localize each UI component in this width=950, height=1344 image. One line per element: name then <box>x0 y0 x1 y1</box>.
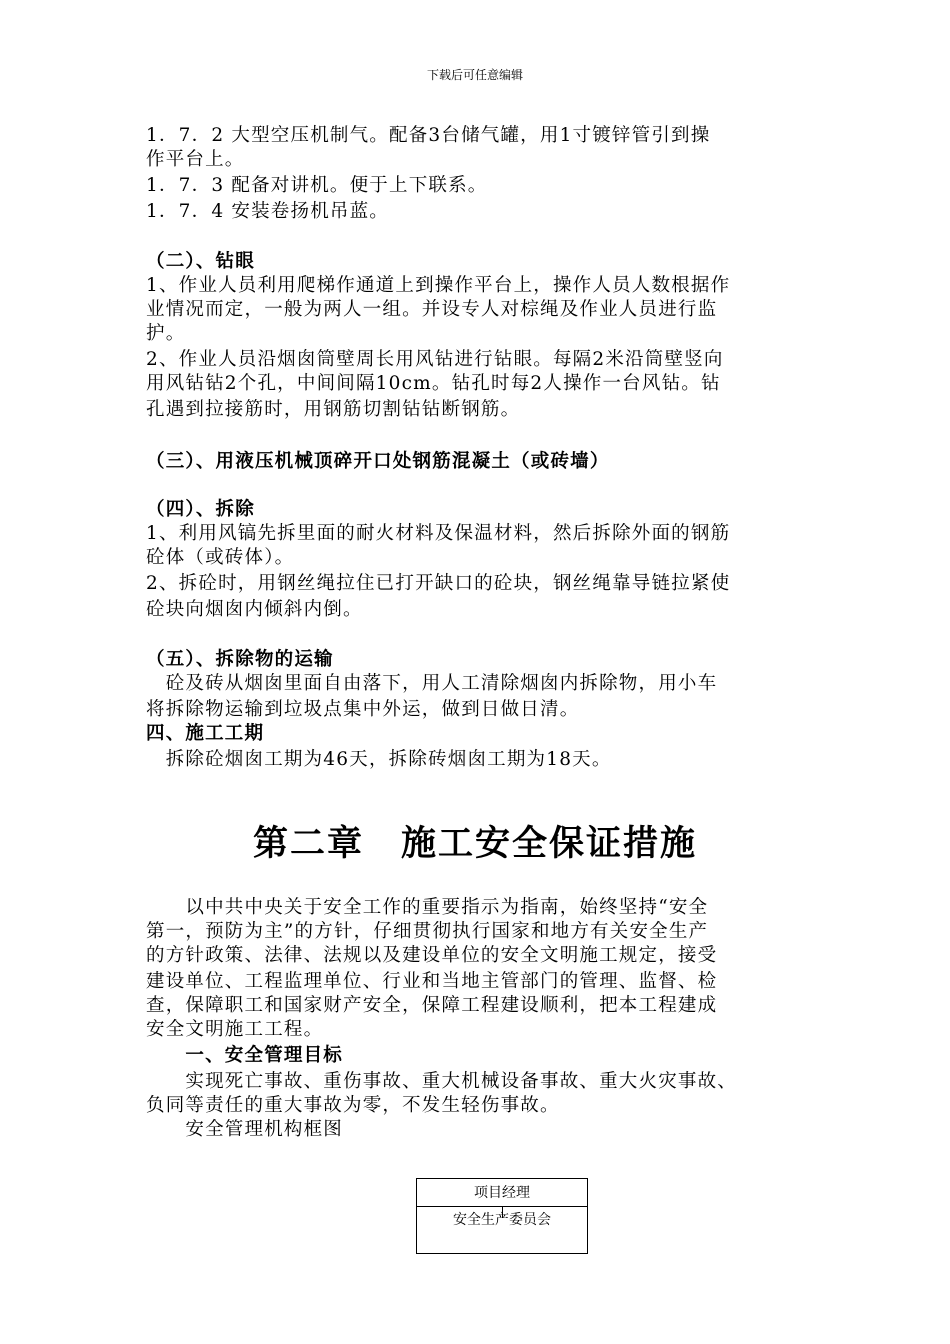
page-header-note: 下载后可任意编辑 <box>426 68 523 82</box>
text-line: 用风钻钻2个孔，中间间隔10cm。钻孔时每2人操作一台风钻。钻 <box>146 373 721 394</box>
section-title-drilling: （二）、钻眼 <box>146 251 255 272</box>
text-line: 1、利用风镐先拆里面的耐火材料及保温材料，然后拆除外面的钢筋 <box>146 523 731 544</box>
section-title-safety-goal: 一、安全管理目标 <box>146 1045 344 1066</box>
section-title-demolition: （四）、拆除 <box>146 499 255 520</box>
text-line: 护。 <box>146 323 186 344</box>
text-line: 第一，预防为主”的方针，仔细贯彻执行国家和地方有关安全生产 <box>146 921 709 942</box>
text-line: 砼体（或砖体）。 <box>146 547 295 568</box>
text-line: 以中共中央关于安全工作的重要指示为指南，始终坚持“安全 <box>146 897 709 918</box>
text-line: 业情况而定，一般为两人一组。并设专人对棕绳及作业人员进行监 <box>146 299 718 320</box>
text-line: 2、作业人员沿烟囱筒壁周长用风钻进行钻眼。每隔2米沿筒壁竖向 <box>146 349 724 370</box>
text-line: 实现死亡事故、重伤事故、重大机械设备事故、重大火灾事故、 <box>146 1071 738 1092</box>
text-line: 1．7．2 大型空压机制气。配备3台储气罐，用1寸镀锌管引到操 <box>146 125 711 146</box>
text-line: 2、拆砼时，用钢丝绳拉住已打开缺口的砼块，钢丝绳靠导链拉紧使 <box>146 573 731 594</box>
text-line: 安全文明施工工程。 <box>146 1019 324 1040</box>
text-line: 建设单位、工程监理单位、行业和当地主管部门的管理、监督、检 <box>146 971 718 992</box>
text-line: 砼及砖从烟囱里面自由落下，用人工清除烟囱内拆除物，用小车 <box>146 673 718 694</box>
text-line: 作平台上。 <box>146 149 245 170</box>
section-title-schedule: 四、施工工期 <box>146 723 265 744</box>
text-line: 的方针政策、法律、法规以及建设单位的安全文明施工规定，接受 <box>146 945 718 966</box>
text-line: 1．7．4 安装卷扬机吊蓝。 <box>146 201 389 222</box>
section-title-transport: （五）、拆除物的运输 <box>146 649 334 670</box>
section-title-hydraulic: （三）、用液压机械顶碎开口处钢筋混凝土（或砖墙） <box>146 451 610 472</box>
text-line: 负同等责任的重大事故为零，不发生轻伤事故。 <box>146 1095 560 1116</box>
org-box-project-manager: 项目经理 <box>417 1179 587 1207</box>
org-chart-box <box>416 1178 588 1254</box>
text-line: 将拆除物运输到垃圾点集中外运，做到日做日清。 <box>146 699 580 720</box>
org-box-safety-committee: 安全生产委员会 <box>453 1212 551 1228</box>
text-line: 1、作业人员利用爬梯作通道上到操作平台上，操作人员人数根据作 <box>146 275 731 296</box>
text-line: 安全管理机构框图 <box>146 1119 344 1140</box>
text-line: 砼块向烟囱内倾斜内倒。 <box>146 599 363 620</box>
chapter-title: 第二章 施工安全保证措施 <box>252 823 697 864</box>
text-line: 孔遇到拉接筋时，用钢筋切割钻钻断钢筋。 <box>146 399 521 420</box>
text-line: 拆除砼烟囱工期为46天，拆除砖烟囱工期为18天。 <box>146 749 612 770</box>
text-line: 查，保障职工和国家财产安全，保障工程建设顺利，把本工程建成 <box>146 995 718 1016</box>
text-line: 1．7．3 配备对讲机。便于上下联系。 <box>146 175 488 196</box>
